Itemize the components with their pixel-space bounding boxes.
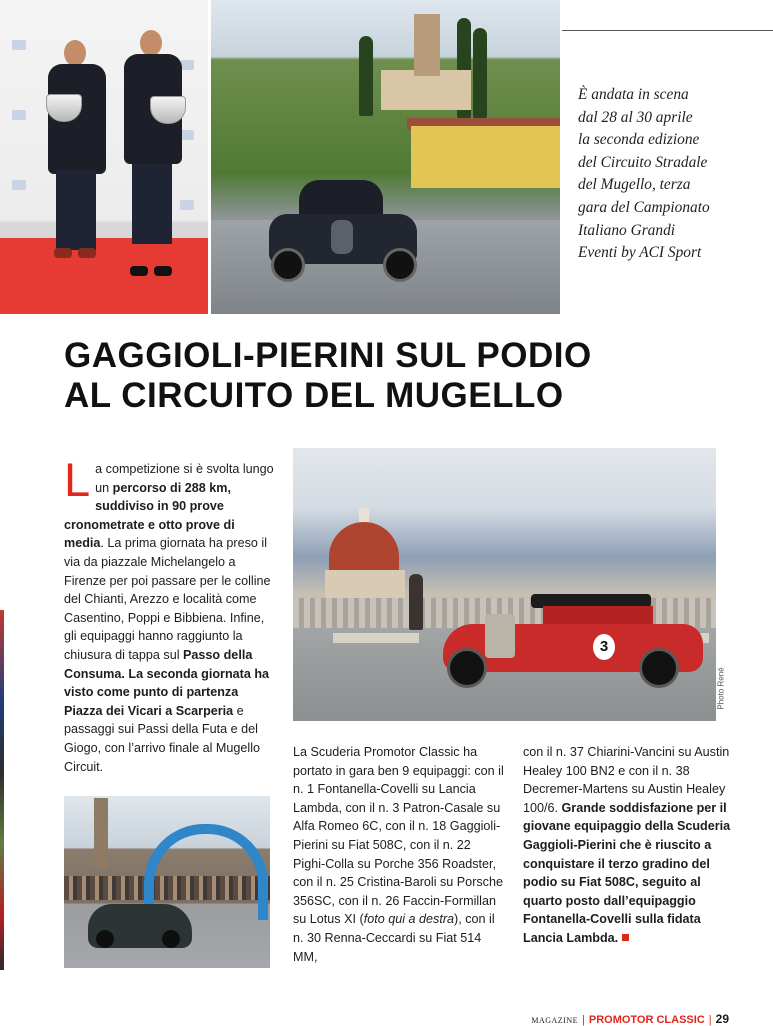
body-text-bold: Passo della Consuma. La seconda giornata ha visto come punto di partenza Piazza dei Vicari a Scarperia [64,647,270,718]
sponsor-logo [180,200,194,210]
headline-line-2: AL CIRCUITO DEL MUGELLO [64,376,564,415]
body-text-italic: foto qui a destra [363,912,455,927]
intro-line: Eventi by ACI Sport [578,244,702,262]
intro-standfirst [578,84,768,265]
body-text: . La prima giornata ha preso il via da piazzale Michelangelo a Firenze per poi passare per le colline del Chianti, Arezzo e località come Casentino, Poppi e Bibbiena. Infine, gli equipaggi hanno raggiunto la chiusura di tappa sul [64,536,271,662]
sponsor-logo [180,60,194,70]
body-text: ), con il n. 30 Renna-Ceccardi su Fiat 514 MM, [293,912,495,964]
lotus-photo [64,796,270,968]
page-footer [531,1012,729,1026]
footer-magazine: MAGAZINE [531,1016,578,1025]
intro-line: la seconda edizione [578,131,700,149]
body-text: a competizione si è svolta lungo un [95,462,274,495]
race-number: 3 [593,634,615,660]
sponsor-logo [12,110,26,120]
end-mark-icon [622,934,629,941]
intro-line: Italiano Grandi [578,221,676,239]
footer-separator: | [582,1014,585,1026]
body-text: e passaggi sui Passi della Futa e del Giogo, con l’arrivo finale al Mugello Circuit. [64,703,261,774]
body-column-2 [293,743,505,966]
lotus-car [88,904,192,948]
vintage-car-red [443,592,703,692]
yellow-house [411,126,560,188]
body-text-bold: percorso di 288 km, suddiviso in 90 prove cronometrate e otto prove di media [64,480,235,551]
spectator [409,574,423,630]
intro-line: dal 28 al 30 aprile [578,108,693,126]
headline-line-1: GAGGIOLI-PIERINI SUL PODIO [64,336,592,375]
town-tower [94,798,108,868]
bell-tower [414,14,440,76]
intro-line: gara del Campionato [578,198,710,216]
red-carpet [0,238,208,314]
mugello-street-photo [211,0,560,314]
podium-photo [0,0,208,314]
body-text: La Scuderia Promotor Classic ha portato in gara ben 9 equipaggi: con il n. 1 Fontanella-Covelli su Lancia Lambda, con il n. 3 Patron-Casale su Alfa Romeo 6C, con il n. 18 Gaggioli-Pierini su Fiat 508C, con il n. 22 Pighi-Colla su Porche 356 Roadster, con il n. 25 Cristina-Baroli su Porsche 356SC, con il n. 26 Faccin-Formillan su Lotus XI ( [293,745,504,927]
intro-line: del Circuito Stradale [578,153,708,171]
intro-line: È andata in scena [578,86,689,103]
villa [381,70,471,110]
sponsor-logo [12,180,26,190]
photo-credit: Photo René [716,667,726,710]
drop-cap: L [64,453,91,506]
page-number: 29 [715,1012,729,1026]
intro-line: del Mugello, terza [578,176,691,194]
vintage-car-black [269,180,417,278]
florence-photo [293,448,726,721]
sponsor-logo [180,130,194,140]
sponsor-logo [12,40,26,50]
body-text: con il n. 37 Chiarini-Vancini su Austin Healey 100 BN2 e con il n. 38 Decremer-Martens su Austin Healey 100/6. [523,745,730,815]
body-column-3 [523,743,735,948]
edge-strip [0,610,4,970]
footer-brand: PROMOTOR CLASSIC [588,1014,705,1026]
body-column-1 [64,453,276,776]
article-headline [64,336,724,416]
body-text-bold: Grande soddisfazione per il giovane equipaggio della Scuderia Gaggioli-Pierini che è riuscito a conquistare il terzo gradino del podio su Fiat 508C, seguito al quarto posto dall’equipaggio Fontanella-Covelli sulla fidata Lancia Lambda. [523,800,731,945]
cathedral-dome [329,522,399,574]
intro-rule [562,30,773,31]
footer-separator: | [708,1014,712,1026]
